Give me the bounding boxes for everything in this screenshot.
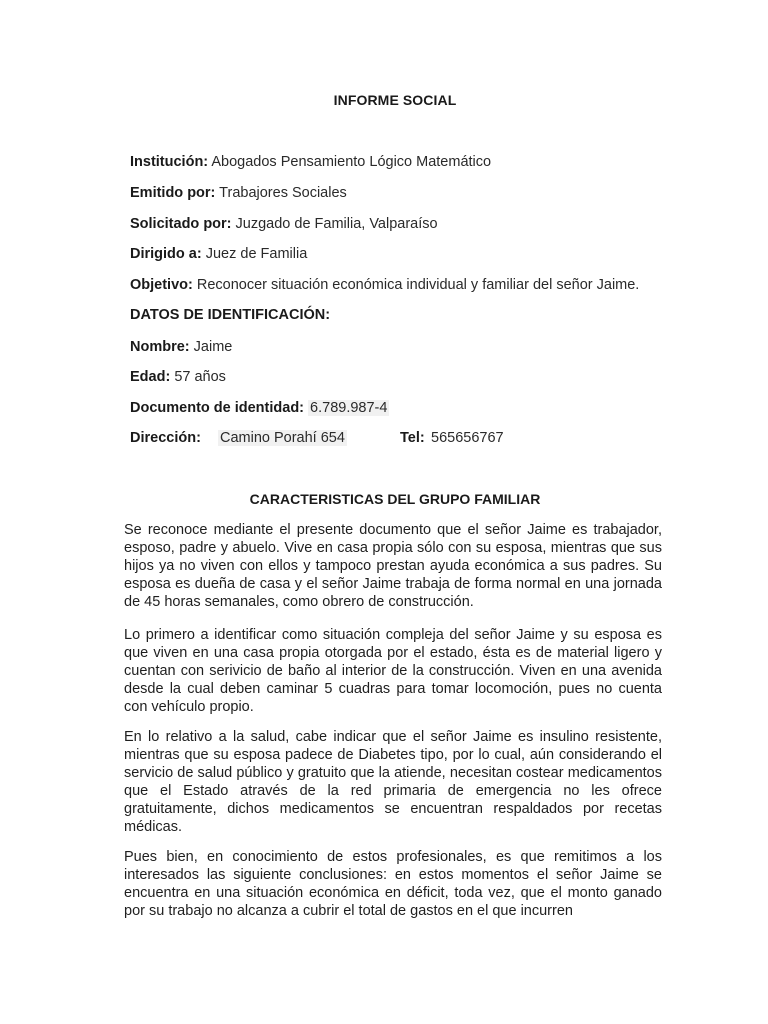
field-value: Juzgado de Familia, Valparaíso	[235, 216, 438, 232]
field-label: Documento de identidad:	[130, 400, 304, 416]
section-heading-identificacion: DATOS DE IDENTIFICACIÓN:	[130, 307, 331, 323]
field-value: Reconocer situación económica individual y familiar del señor Jaime.	[196, 277, 640, 293]
field-label-direccion: Dirección:	[130, 430, 201, 446]
field-value: 6.789.987-4	[310, 400, 388, 416]
field-value-direccion: Camino Porahí 654	[220, 430, 345, 446]
field-label-telefono: Tel:	[400, 430, 425, 446]
field-solicitado	[130, 215, 438, 233]
section-heading-grupo-familiar: CARACTERISTICAS DEL GRUPO FAMILIAR	[249, 491, 541, 507]
field-label: Emitido por:	[130, 185, 216, 201]
field-label: Solicitado por:	[130, 216, 232, 232]
field-value: Jaime	[193, 339, 233, 355]
field-value: 57 años	[174, 369, 226, 385]
field-label: Dirigido a:	[130, 246, 202, 262]
field-value-telefono: 565656767	[431, 430, 504, 446]
field-label: Objetivo:	[130, 277, 193, 293]
field-label: Nombre:	[130, 339, 190, 355]
field-value: Abogados Pensamiento Lógico Matemático	[211, 154, 492, 170]
paragraph: Se reconoce mediante el presente documento que el señor Jaime es trabajador, esposo, padre y abuelo. Vive en casa propia sólo con su esposa, mientras que sus hijos ya no viven con ellos y tampoco prestan ayuda económica a sus padres. Su esposa es dueña de casa y el señor Jaime trabaja de forma normal en una jornada de 45 horas semanales, como obrero de construcción.	[124, 522, 662, 610]
field-emitido	[130, 184, 347, 202]
field-label: Edad:	[130, 369, 171, 385]
field-value: Trabajores Sociales	[219, 185, 347, 201]
field-objetivo	[130, 276, 639, 294]
field-institucion	[130, 153, 491, 171]
document-title: INFORME SOCIAL	[333, 92, 457, 108]
field-label: Institución:	[130, 154, 209, 170]
paragraph: En lo relativo a la salud, cabe indicar que el señor Jaime es insulino resistente, mientras que su esposa padece de Diabetes tipo, por lo cual, aún considerando el servicio de salud público y gratuito que la atiende, necesitan costear medicamentos que el Estado através de la red primaria de emergencia no les ofrece gratuitamente, dichos medicamentos se encuentran respaldados por recetas médicas.	[124, 729, 662, 835]
field-value: Juez de Familia	[205, 246, 308, 262]
field-nombre	[130, 338, 232, 356]
field-documento	[130, 399, 389, 417]
field-dirigido	[130, 245, 307, 263]
field-edad	[130, 368, 226, 386]
paragraph: Pues bien, en conocimiento de estos profesionales, es que remitimos a los interesados las siguiente conclusiones: en estos momentos el señor Jaime se encuentra en una situación económica en déficit, toda vez, que el monto ganado por su trabajo no alcanza a cubrir el total de gastos en el que incurren	[124, 849, 662, 919]
paragraph: Lo primero a identificar como situación compleja del señor Jaime y su esposa es que viven en una casa propia otorgada por el estado, ésta es de material ligero y cuentan con serivicio de baño al interior de la construcción. Viven en una avenida desde la cual deben caminar 5 cuadras para tomar locomoción, pues no cuenta con vehículo propio.	[124, 627, 662, 715]
